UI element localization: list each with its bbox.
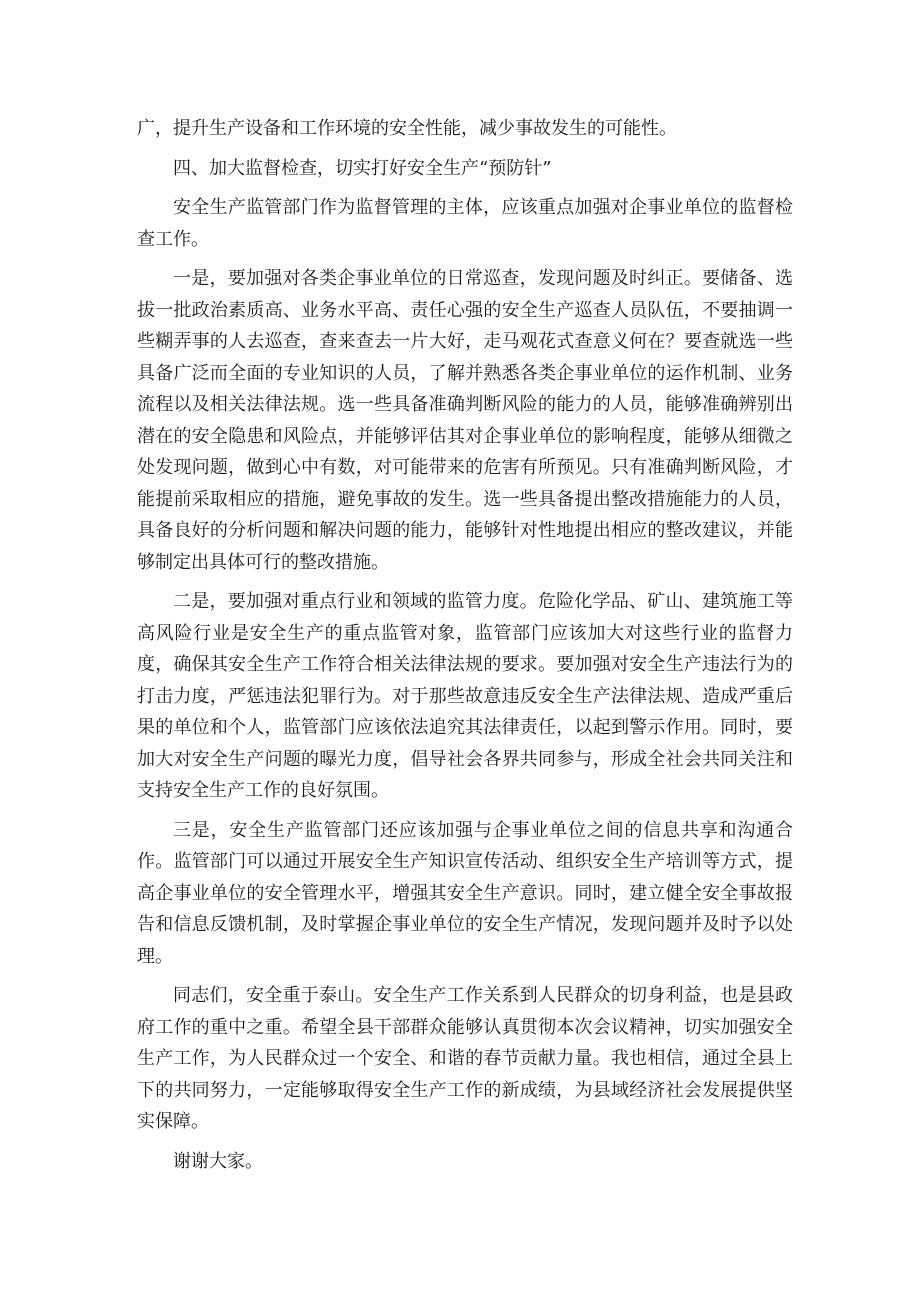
paragraph: 一是，要加强对各类企事业单位的日常巡查，发现问题及时纠正。要储备、选拔一批政治素质高、业务水平高、责任心强的安全生产巡查人员队伍，不要抽调一些糊弄事的人去巡查，查来查去一片大好，走马观花式查意义何在？要查就选一些具备广泛而全面的专业知识的人员，了解并熟悉各类企事业单位的运作机制、业务流程以及相关法律法规。选一些具备准确判断风险的能力的人员，能够准确辨别出潜在的安全隐患和风险点，并能够评估其对企事业单位的影响程度，能够从细微之处发现问题，做到心中有数，对可能带来的危害有所预见。只有准确判断风险，才能提前采取相应的措施，避免事故的发生。选一些具备提出整改措施能力的人员，具备良好的分析问题和解决问题的能力，能够针对性地提出相应的整改建议，并能够制定出具体可行的整改措施。 bbox=[137, 268, 793, 573]
section-heading: 四、加大监督检查，切实打好安全生产“预防针” bbox=[173, 157, 552, 179]
paragraph: 安全生产监管部门作为监督管理的主体，应该重点加强对企事业单位的监督检查工作。 bbox=[137, 197, 793, 250]
paragraph-continuation: 广，提升生产设备和工作环境的安全性能，减少事故发生的可能性。 bbox=[137, 118, 677, 139]
paragraph: 三是，安全生产监管部门还应该加强与企事业单位之间的信息共享和沟通合作。监管部门可以通过开展安全生产知识宣传活动、组织安全生产培训等方式，提高企事业单位的安全管理水平，增强其安全生产意识。同时，建立健全安全事故报告和信息反馈机制，及时掌握企事业单位的安全生产情况，发现问题并及时予以处理。 bbox=[137, 819, 793, 967]
paragraph: 二是，要加强对重点行业和领域的监管力度。危险化学品、矿山、建筑施工等高风险行业是安全生产的重点监管对象，监管部门应该加大对这些行业的监督力度，确保其安全生产工作符合相关法律法规的要求。要加强对安全生产违法行为的打击力度，严惩违法犯罪行为。对于那些故意违反安全生产法律法规、造成严重后果的单位和个人，监管部门应该依法追究其法律责任，以起到警示作用。同时，要加大对安全生产问题的曝光力度，倡导社会各界共同参与，形成全社会共同关注和支持安全生产工作的良好氛围。 bbox=[137, 591, 793, 801]
closing-line: 谢谢大家。 bbox=[173, 1150, 263, 1172]
document-body bbox=[137, 113, 793, 1185]
paragraph: 同志们，安全重于泰山。安全生产工作关系到人民群众的切身利益，也是县政府工作的重中之重。希望全县干部群众能够认真贯彻本次会议精神，切实加强安全生产工作，为人民群众过一个安全、和谐的春节贡献力量。我也相信，通过全县上下的共同努力，一定能够取得安全生产工作的新成绩，为县域经济社会发展提供坚实保障。 bbox=[137, 985, 793, 1132]
